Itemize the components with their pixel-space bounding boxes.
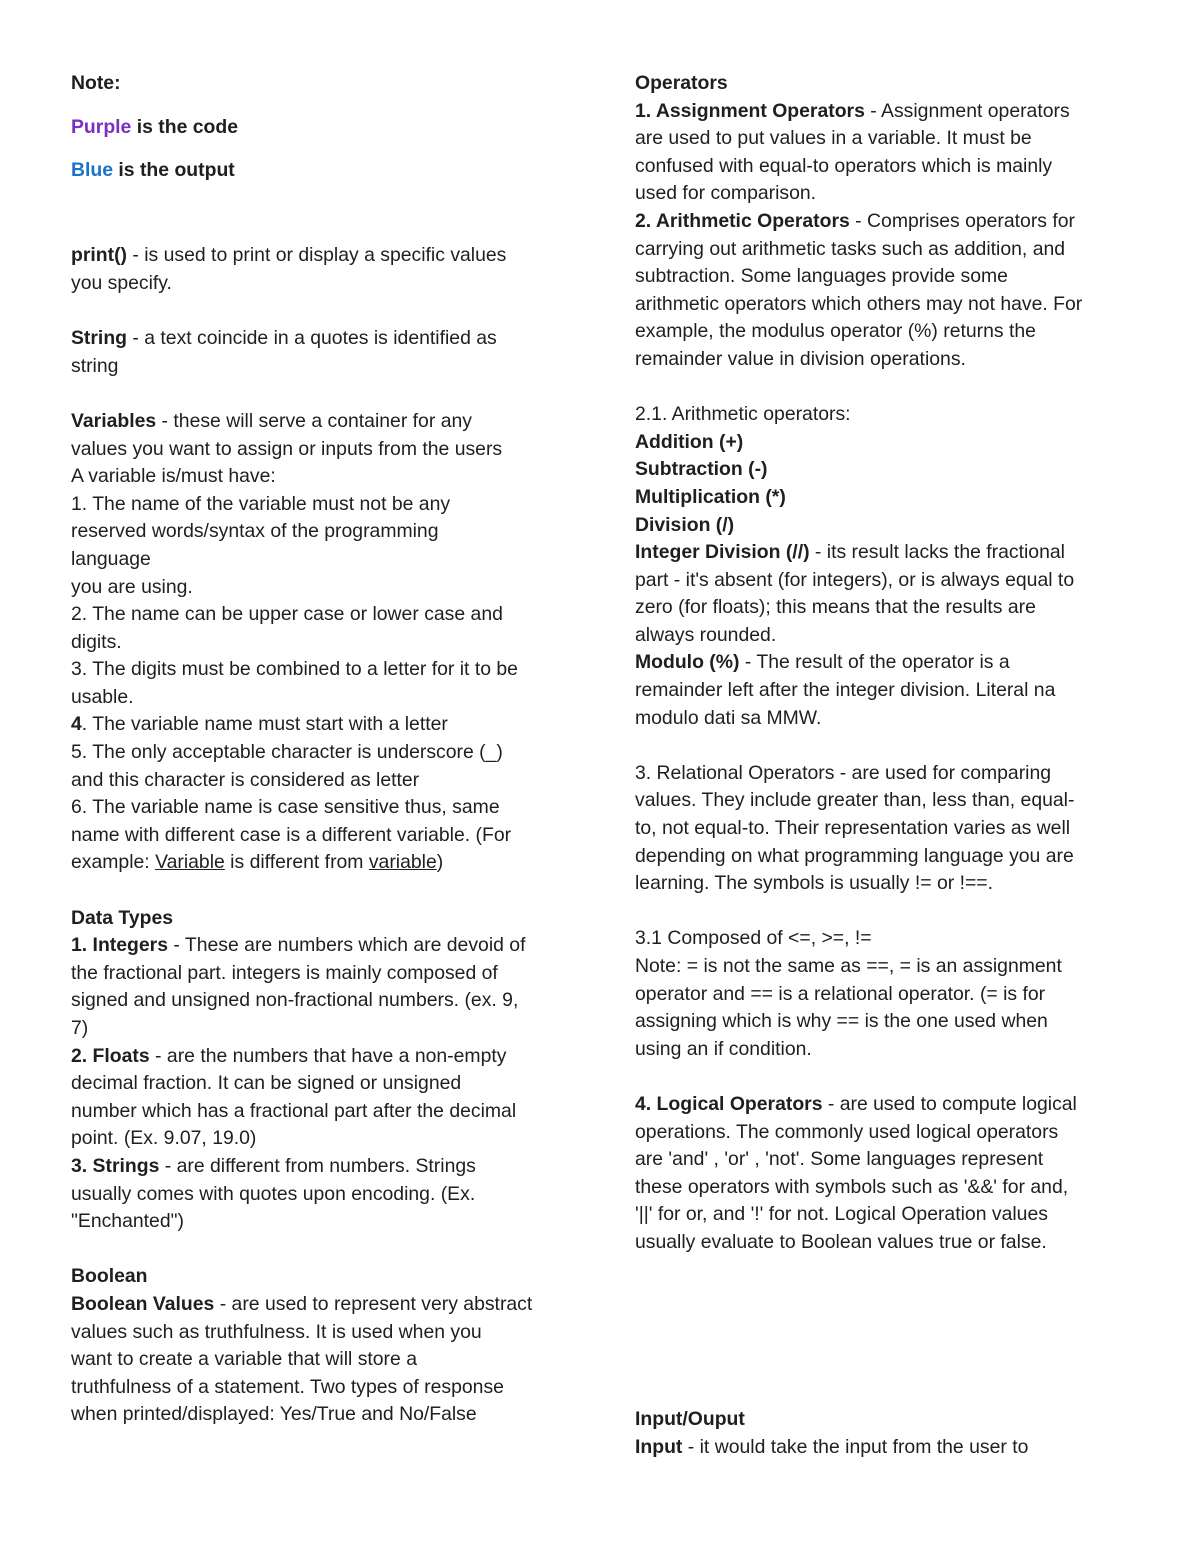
io-heading: Input/Ouput bbox=[635, 1408, 745, 1430]
variables-rule-6-example: example: Variable is different from variable) bbox=[71, 851, 444, 874]
logical-line: are 'and' , 'or' , 'not'. Some languages represent bbox=[635, 1148, 1044, 1171]
string-definition: String - a text coincide in a quotes is identified as bbox=[71, 327, 497, 350]
operators-heading: Operators bbox=[635, 72, 728, 94]
variables-line: values you want to assign or inputs from the users bbox=[71, 437, 503, 460]
boolean-line: want to create a variable that will store a bbox=[71, 1348, 417, 1371]
print-definition-cont: you specify. bbox=[71, 271, 172, 294]
boolean-line: truthfulness of a statement. Two types of response bbox=[71, 1375, 504, 1398]
modulo-line: remainder left after the integer division. Literal na bbox=[635, 679, 1056, 702]
string-definition-cont: string bbox=[71, 354, 119, 377]
variables-rule-5-cont: and this character is considered as letter bbox=[71, 768, 420, 791]
arithmetic-definition: 2. Arithmetic Operators - Comprises operators for bbox=[635, 209, 1076, 232]
modulo-line: modulo dati sa MMW. bbox=[635, 706, 822, 729]
variables-line: language bbox=[71, 547, 151, 570]
relational-note: using an if condition. bbox=[635, 1037, 812, 1060]
strings-line: "Enchanted") bbox=[71, 1210, 184, 1233]
integers-line: 7) bbox=[71, 1017, 89, 1039]
logical-line: these operators with symbols such as '&&' for and, bbox=[635, 1175, 1069, 1198]
boolean-definition: Boolean Values - are used to represent very abstract bbox=[71, 1292, 533, 1315]
integer-division-line: part - it's absent (for integers), or is always equal to bbox=[635, 568, 1075, 591]
integers-line: signed and unsigned non-fractional numbers. (ex. 9, bbox=[71, 989, 519, 1012]
left-column bbox=[71, 70, 576, 1429]
arithmetic-subheading: 2.1. Arithmetic operators: bbox=[635, 403, 851, 426]
legend-blue: Blue is the output bbox=[71, 159, 235, 182]
variables-line: usable. bbox=[71, 685, 134, 708]
op-division: Division (/) bbox=[635, 513, 735, 536]
arithmetic-line: carrying out arithmetic tasks such as addition, and bbox=[635, 237, 1066, 260]
logical-line: '||' for or, and '!' for not. Logical Operation values bbox=[635, 1203, 1048, 1226]
floats-definition: 2. Floats - are the numbers that have a non-empty bbox=[71, 1044, 507, 1067]
relational-line: learning. The symbols is usually != or !==. bbox=[635, 872, 994, 895]
floats-line: decimal fraction. It can be signed or unsigned bbox=[71, 1072, 462, 1095]
variables-line: 1. The name of the variable must not be any bbox=[71, 492, 451, 515]
relational-note: Note: = is not the same as ==, = is an assignment bbox=[635, 955, 1062, 977]
relational-note: assigning which is why == is the one used when bbox=[635, 1010, 1048, 1033]
variables-line: reserved words/syntax of the programming bbox=[71, 520, 439, 543]
variables-definition: Variables - these will serve a container for any bbox=[71, 409, 472, 432]
right-column bbox=[635, 70, 1135, 1257]
floats-line: number which has a fractional part after the decimal bbox=[71, 1099, 517, 1122]
op-addition: Addition (+) bbox=[635, 430, 744, 453]
assignment-definition: 1. Assignment Operators - Assignment operators bbox=[635, 99, 1070, 122]
print-definition: print() - is used to print or display a specific values bbox=[71, 244, 507, 267]
logical-line: usually evaluate to Boolean values true or false. bbox=[635, 1230, 1047, 1253]
relational-definition: 3. Relational Operators - are used for comparing bbox=[635, 761, 1052, 784]
variables-line: 3. The digits must be combined to a letter for it to be bbox=[71, 658, 518, 681]
input-definition: Input - it would take the input from the user to bbox=[635, 1435, 1029, 1458]
op-multiplication: Multiplication (*) bbox=[635, 485, 786, 508]
note-label: Note: bbox=[71, 72, 121, 94]
arithmetic-line: example, the modulus operator (%) returns the bbox=[635, 320, 1036, 343]
op-subtraction: Subtraction (-) bbox=[635, 458, 768, 481]
logical-line: operations. The commonly used logical operators bbox=[635, 1120, 1059, 1143]
variables-line: digits. bbox=[71, 630, 122, 653]
assignment-line: confused with equal-to operators which is mainly bbox=[635, 154, 1053, 177]
variables-line: A variable is/must have: bbox=[71, 465, 276, 488]
strings-definition: 3. Strings - are different from numbers. Strings bbox=[71, 1154, 476, 1177]
integer-division-line: zero (for floats); this means that the results are bbox=[635, 596, 1036, 619]
arithmetic-line: arithmetic operators which others may not have. For bbox=[635, 292, 1083, 315]
assignment-line: used for comparison. bbox=[635, 182, 817, 205]
relational-line: values. They include greater than, less than, equal- bbox=[635, 789, 1075, 812]
assignment-line: are used to put values in a variable. It must be bbox=[635, 127, 1032, 150]
relational-subheading: 3.1 Composed of <=, >=, != bbox=[635, 927, 872, 950]
floats-line: point. (Ex. 9.07, 19.0) bbox=[71, 1127, 257, 1150]
op-integer-division: Integer Division (//) - its result lacks the fractional bbox=[635, 541, 1065, 564]
logical-definition: 4. Logical Operators - are used to compute logical bbox=[635, 1092, 1077, 1115]
op-modulo: Modulo (%) - The result of the operator is a bbox=[635, 651, 1010, 674]
arithmetic-line: remainder value in division operations. bbox=[635, 347, 966, 370]
variables-rule-4: 4. The variable name must start with a letter bbox=[71, 713, 448, 736]
boolean-heading: Boolean bbox=[71, 1265, 148, 1288]
integers-line: the fractional part. integers is mainly composed of bbox=[71, 961, 498, 984]
legend-purple: Purple is the code bbox=[71, 115, 239, 138]
relational-line: depending on what programming language you are bbox=[635, 844, 1074, 867]
integers-definition: 1. Integers - These are numbers which are devoid of bbox=[71, 934, 526, 957]
relational-note: operator and == is a relational operator. (= is for bbox=[635, 982, 1046, 1005]
relational-line: to, not equal-to. Their representation varies as well bbox=[635, 817, 1071, 840]
boolean-line: when printed/displayed: Yes/True and No/False bbox=[71, 1403, 477, 1426]
data-types-heading: Data Types bbox=[71, 906, 174, 929]
io-section bbox=[635, 1406, 1135, 1461]
integer-division-line: always rounded. bbox=[635, 623, 777, 646]
arithmetic-line: subtraction. Some languages provide some bbox=[635, 265, 1008, 288]
strings-line: usually comes with quotes upon encoding. (Ex. bbox=[71, 1182, 476, 1205]
variables-rule-6: 6. The variable name is case sensitive thus, same bbox=[71, 796, 500, 819]
variables-rule-5: 5. The only acceptable character is underscore (_) bbox=[71, 741, 503, 764]
variables-line: you are using. bbox=[71, 575, 193, 598]
variables-line: 2. The name can be upper case or lower case and bbox=[71, 603, 503, 626]
variables-rule-6-cont: name with different case is a different variable. (For bbox=[71, 823, 512, 846]
boolean-line: values such as truthfulness. It is used when you bbox=[71, 1320, 482, 1343]
